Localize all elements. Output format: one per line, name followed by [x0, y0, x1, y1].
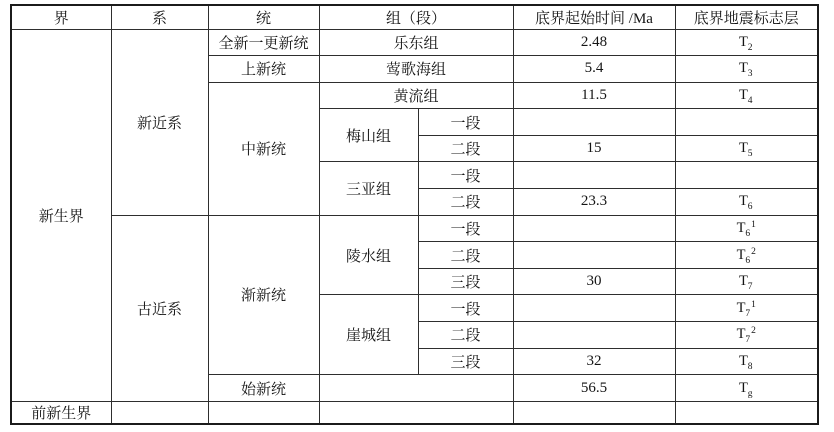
cell-formation-lingshui: 陵水组: [319, 215, 418, 295]
cell-time-huangliu: 11.5: [513, 82, 675, 109]
cell-time-eocene: 56.5: [513, 375, 675, 402]
cell-time-yinggehai: 5.4: [513, 56, 675, 83]
cell-member-yacheng-2: 二段: [418, 322, 513, 349]
marker-base: T: [738, 86, 748, 103]
marker-superscript: 1: [751, 299, 756, 310]
table-row: [11, 29, 818, 56]
cell-marker-empty: [675, 401, 818, 424]
cell-marker-t7-1: [675, 295, 818, 322]
cell-time-empty: [513, 401, 675, 424]
stratigraphic-table-page: [0, 4, 834, 432]
marker-base: T: [738, 379, 748, 396]
cell-series-pliocene: 上新统: [208, 56, 319, 83]
marker-subscript: 6: [745, 255, 751, 266]
cell-member-lingshui-1: 一段: [418, 215, 513, 242]
table-row: [11, 215, 818, 242]
cell-series-eocene: 始新统: [208, 375, 319, 402]
marker-subscript: 3: [747, 69, 753, 80]
marker-superscript: 2: [751, 246, 756, 257]
marker-subscript: 4: [747, 95, 753, 106]
cell-marker-t6-2: [675, 242, 818, 269]
cell-marker-t7: [675, 268, 818, 295]
cell-marker-t6: [675, 189, 818, 216]
marker-base: T: [738, 352, 748, 369]
cell-formation-empty: [319, 401, 513, 424]
cell-member-sanya-2: 二段: [418, 189, 513, 216]
cell-series-holocene-pleistocene: 全新一更新统: [208, 29, 319, 56]
marker-subscript: g: [747, 388, 753, 399]
marker-base: T: [736, 299, 746, 316]
cell-system-paleogene: 古近系: [111, 215, 208, 401]
marker-superscript: 2: [751, 326, 756, 337]
cell-formation-yinggehai: 莺歌海组: [319, 56, 513, 83]
cell-marker-t5: [675, 135, 818, 162]
marker-base: T: [738, 60, 748, 77]
marker-base: T: [738, 33, 748, 50]
cell-time-empty: [513, 322, 675, 349]
cell-time-yacheng-3: 32: [513, 348, 675, 375]
marker-base: T: [738, 140, 748, 157]
header-bottom-boundary-time: 底界起始时间 /Ma: [513, 5, 675, 29]
stratigraphy-table: [10, 4, 819, 425]
cell-marker-t6-1: [675, 215, 818, 242]
header-era: 界: [11, 5, 111, 29]
header-formation-member: 组（段）: [319, 5, 513, 29]
cell-member-lingshui-2: 二段: [418, 242, 513, 269]
cell-formation-sanya: 三亚组: [319, 162, 418, 215]
marker-subscript: 7: [747, 282, 753, 293]
cell-time-empty: [513, 215, 675, 242]
cell-era-pre-cenozoic: 前新生界: [11, 401, 111, 424]
cell-formation-huangliu: 黄流组: [319, 82, 513, 109]
cell-era-cenozoic: 新生界: [11, 29, 111, 401]
cell-formation-meishan: 梅山组: [319, 109, 418, 162]
marker-superscript: 1: [751, 219, 756, 230]
marker-base: T: [738, 193, 748, 210]
cell-time-empty: [513, 162, 675, 189]
cell-series-oligocene: 渐新统: [208, 215, 319, 375]
cell-member-yacheng-3: 三段: [418, 348, 513, 375]
marker-subscript: 6: [747, 202, 753, 213]
cell-marker-t2: [675, 29, 818, 56]
cell-marker-t4: [675, 82, 818, 109]
marker-subscript: 7: [745, 308, 751, 319]
cell-time-empty: [513, 109, 675, 136]
cell-marker-t7-2: [675, 322, 818, 349]
cell-time-meishan-2: 15: [513, 135, 675, 162]
cell-time-ledong: 2.48: [513, 29, 675, 56]
cell-marker-empty: [675, 109, 818, 136]
cell-time-lingshui-3: 30: [513, 268, 675, 295]
header-series: 统: [208, 5, 319, 29]
cell-marker-tg: [675, 375, 818, 402]
marker-subscript: 5: [747, 149, 753, 160]
cell-time-empty: [513, 242, 675, 269]
cell-formation-yacheng: 崖城组: [319, 295, 418, 375]
marker-base: T: [736, 326, 746, 343]
cell-member-sanya-1: 一段: [418, 162, 513, 189]
marker-subscript: 7: [745, 335, 751, 346]
cell-member-meishan-2: 二段: [418, 135, 513, 162]
cell-formation-ledong: 乐东组: [319, 29, 513, 56]
cell-system-neogene: 新近系: [111, 29, 208, 215]
cell-system-empty: [111, 401, 208, 424]
cell-series-empty: [208, 401, 319, 424]
marker-base: T: [736, 246, 746, 263]
table-row: [11, 401, 818, 424]
cell-member-meishan-1: 一段: [418, 109, 513, 136]
table-header-row: [11, 5, 818, 29]
marker-base: T: [736, 219, 746, 236]
cell-member-lingshui-3: 三段: [418, 268, 513, 295]
marker-subscript: 8: [747, 361, 753, 372]
marker-subscript: 6: [745, 228, 751, 239]
marker-subscript: 2: [747, 42, 753, 53]
cell-marker-t8: [675, 348, 818, 375]
marker-base: T: [738, 273, 748, 290]
cell-marker-t3: [675, 56, 818, 83]
header-seismic-marker: 底界地震标志层: [675, 5, 818, 29]
cell-time-empty: [513, 295, 675, 322]
cell-series-miocene: 中新统: [208, 82, 319, 215]
cell-member-yacheng-1: 一段: [418, 295, 513, 322]
header-system: 系: [111, 5, 208, 29]
cell-formation-empty: [319, 375, 513, 402]
cell-time-sanya-2: 23.3: [513, 189, 675, 216]
cell-marker-empty: [675, 162, 818, 189]
